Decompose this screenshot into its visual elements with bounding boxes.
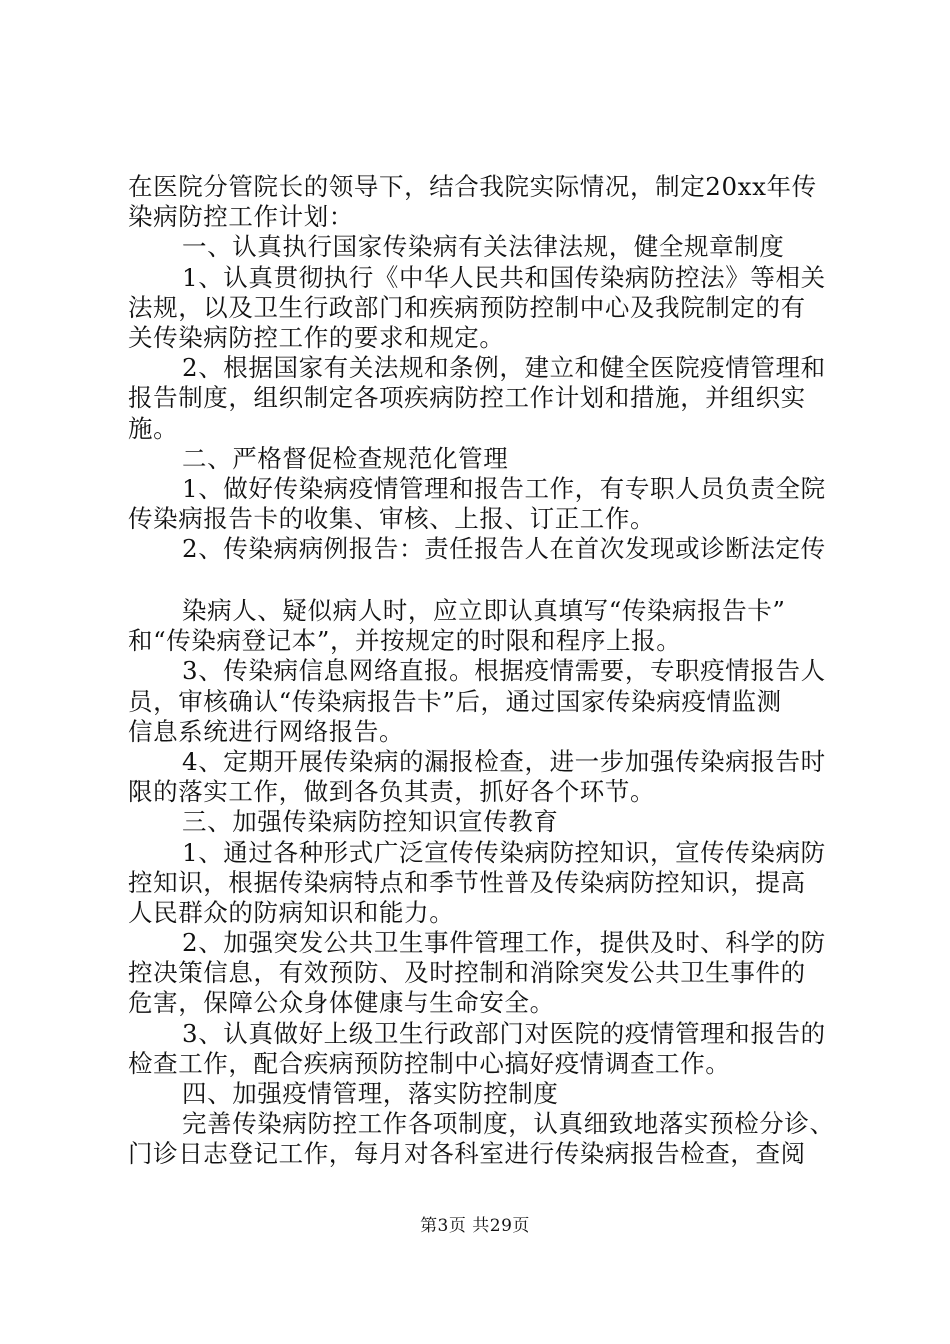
text-line: 信息系统进行网络报告。 — [128, 716, 405, 746]
text-line: 染病人、疑似病人时，应立即认真填写“传染病报告卡” — [182, 596, 786, 625]
text-line: 在医院分管院长的领导下，结合我院实际情况，制定20xx年传 — [128, 172, 817, 201]
text-line: 完善传染病防控工作各项制度，认真细致地落实预检分诊、 — [182, 1109, 835, 1139]
text-line: 2、加强突发公共卫生事件管理工作，提供及时、科学的防 — [182, 928, 826, 958]
text-line: 危害，保障公众身体健康与生命安全。 — [128, 988, 555, 1018]
text-line: 3、传染病信息网络直报。根据疫情需要，专职疫情报告人 — [182, 656, 826, 686]
text-line: 3、认真做好上级卫生行政部门对医院的疫情管理和报告的 — [182, 1018, 826, 1048]
text-line: 人民群众的防病知识和能力。 — [128, 897, 455, 927]
text-line: 染病防控工作计划： — [128, 202, 354, 232]
page-footer: 第3页 共29页 — [420, 1216, 530, 1236]
text-block-lower — [128, 596, 835, 1170]
text-line: 四、加强疫情管理，落实防控制度 — [182, 1079, 559, 1108]
text-line: 一、认真执行国家传染病有关法律法规，健全规章制度 — [182, 232, 785, 262]
text-line: 施。 — [128, 413, 179, 443]
text-line: 限的落实工作，做到各负其责，抓好各个环节。 — [128, 777, 656, 807]
text-line: 控决策信息，有效预防、及时控制和消除突发公共卫生事件的 — [128, 958, 806, 988]
text-line: 员，审核确认“传染病报告卡”后，通过国家传染病疫情监测 — [128, 686, 782, 716]
text-line: 关传染病防控工作的要求和规定。 — [128, 322, 505, 352]
text-line: 4、定期开展传染病的漏报检查，进一步加强传染病报告时 — [182, 746, 826, 776]
text-line: 控知识，根据传染病特点和季节性普及传染病防控知识，提高 — [128, 867, 806, 897]
text-line: 和“传染病登记本”，并按规定的时限和程序上报。 — [128, 626, 682, 656]
text-line: 报告制度，组织制定各项疾病防控工作计划和措施，并组织实 — [128, 383, 806, 413]
text-line: 门诊日志登记工作，每月对各科室进行传染病报告检查，查阅 — [128, 1139, 806, 1169]
text-line: 1、做好传染病疫情管理和报告工作，有专职人员负责全院 — [182, 473, 826, 503]
text-line: 二、严格督促检查规范化管理 — [182, 443, 509, 473]
text-line: 检查工作，配合疾病预防控制中心搞好疫情调查工作。 — [128, 1048, 731, 1078]
text-line: 1、通过各种形式广泛宣传传染病防控知识，宣传传染病防 — [182, 837, 826, 867]
text-line: 传染病报告卡的收集、审核、上报、订正工作。 — [128, 504, 656, 534]
text-line: 三、加强传染病防控知识宣传教育 — [182, 807, 559, 837]
text-line: 法规，以及卫生行政部门和疾病预防控制中心及我院制定的有 — [128, 292, 806, 322]
text-block-upper — [128, 172, 828, 564]
text-line: 2、根据国家有关法规和条例，建立和健全医院疫情管理和 — [182, 353, 826, 383]
text-line: 1、认真贯彻执行《中华人民共和国传染病防控法》等相关 — [182, 262, 826, 292]
text-line: 2、传染病病例报告：责任报告人在首次发现或诊断法定传 — [182, 534, 826, 564]
